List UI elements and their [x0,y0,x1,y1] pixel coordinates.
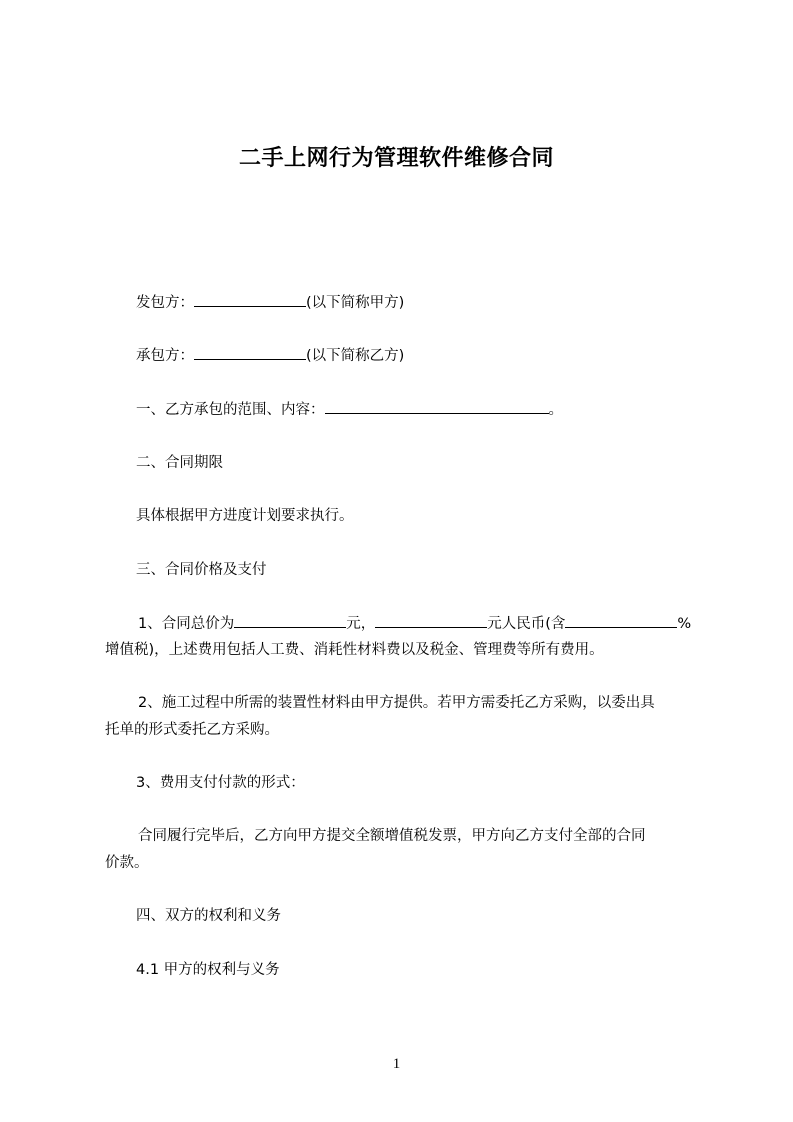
section-4-heading: 四、双方的权利和义务 [136,908,281,924]
item-1-part-c: 元人民币(含 [487,616,566,632]
section-1-line [136,399,563,420]
item-1-line-1 [138,613,691,634]
payment-line-1: 合同履行完毕后，乙方向甲方提交全额增值税发票，甲方向乙方支付全部的合同 [138,828,646,844]
item-3: 3、费用支付付款的形式： [136,775,305,791]
item-1-part-d: % [677,616,692,632]
item-2-line-2: 托单的形式委托乙方采购。 [105,722,279,738]
section-2-heading: 二、合同期限 [136,455,223,471]
section-3-heading: 三、合同价格及支付 [136,562,267,578]
party-a-blank[interactable] [194,292,306,307]
section-4-1-heading: 4.1 甲方的权利与义务 [136,962,280,978]
party-b-suffix: (以下简称乙方) [306,348,405,364]
scope-blank[interactable] [325,399,549,414]
document-title: 二手上网行为管理软件维修合同 [238,146,554,171]
section-1-end: 。 [548,402,563,418]
party-a-label: 发包方： [136,295,194,311]
rmb-amount-blank[interactable] [375,613,487,628]
section-2-body: 具体根据甲方进度计划要求执行。 [136,508,354,524]
party-b-label: 承包方： [136,348,194,364]
payment-line-2: 价款。 [105,855,149,871]
party-a-suffix: (以下简称甲方) [306,295,405,311]
party-a-line [136,292,404,313]
item-1-part-a: 1、合同总价为 [138,616,235,632]
tax-rate-blank[interactable] [565,613,677,628]
section-1-label: 一、乙方承包的范围、内容： [136,402,325,418]
total-price-blank[interactable] [234,613,346,628]
item-1-part-b: 元， [346,616,376,632]
item-2-line-1: 2、施工过程中所需的装置性材料由甲方提供。若甲方需委托乙方采购，以委出具 [138,695,655,711]
page-number: 1 [392,1056,401,1072]
item-1-line-2: 增值税)，上述费用包括人工费、消耗性材料费以及税金、管理费等所有费用。 [105,642,604,658]
party-b-line [136,345,404,366]
party-b-blank[interactable] [194,345,306,360]
